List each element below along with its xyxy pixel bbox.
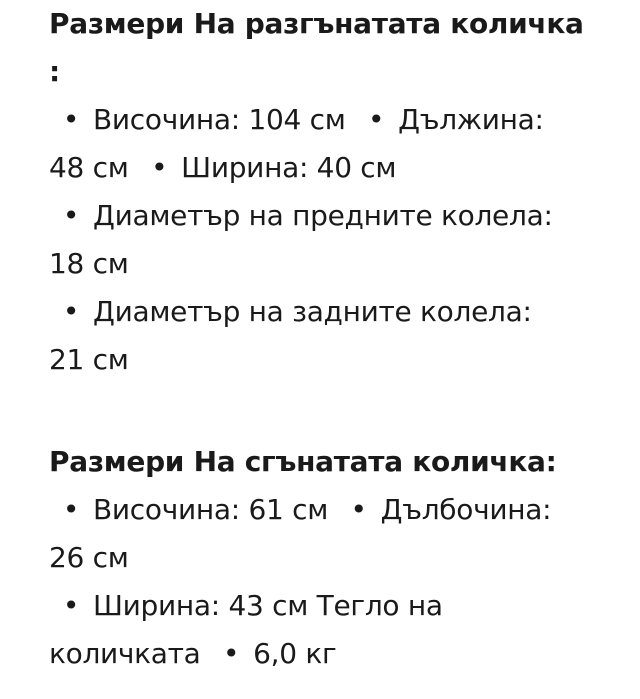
bullet: • (62, 295, 80, 328)
bullet: • (62, 589, 80, 622)
unfolded-line-4 (49, 242, 129, 286)
folded-depth-label: Дълбочина: (380, 493, 552, 526)
bullet: • (62, 103, 80, 136)
folded-weight-label: Тегло на (316, 589, 443, 622)
folded-line-1 (49, 488, 551, 532)
unfolded-height: Височина: 104 см (93, 103, 346, 136)
bullet: • (350, 493, 367, 526)
unfolded-rear-wheel-value: 21 см (49, 343, 129, 376)
bullet: • (62, 493, 80, 526)
folded-width: Ширина: 43 см (93, 589, 309, 622)
unfolded-line-1 (49, 98, 544, 142)
folded-depth-value: 26 см (49, 541, 129, 574)
unfolded-width: Ширина: 40 см (181, 151, 397, 184)
folded-heading: Размери На сгънатата количка: (49, 445, 557, 478)
folded-line-4 (49, 632, 336, 676)
folded-line-3 (49, 584, 443, 628)
folded-weight-label-cont: количката (49, 637, 201, 670)
unfolded-line-2 (49, 146, 396, 190)
unfolded-front-wheel-value: 18 см (49, 247, 129, 280)
bullet: • (223, 637, 240, 670)
unfolded-length-value: 48 см (49, 151, 129, 184)
folded-height: Височина: 61 см (93, 493, 329, 526)
unfolded-line-5 (49, 290, 532, 334)
unfolded-heading: Размери На разгънатата количка (49, 7, 584, 40)
unfolded-heading-colon: : (49, 55, 60, 88)
folded-line-2 (49, 536, 129, 580)
unfolded-front-wheel-label: Диаметър на предните колела: (93, 199, 553, 232)
bullet: • (368, 103, 385, 136)
bullet: • (151, 151, 168, 184)
unfolded-length-label: Дължина: (398, 103, 544, 136)
bullet: • (62, 199, 80, 232)
folded-weight-value: 6,0 кг (253, 637, 337, 670)
unfolded-line-6 (49, 338, 129, 382)
unfolded-line-3 (49, 194, 553, 238)
unfolded-rear-wheel-label: Диаметър на задните колела: (93, 295, 532, 328)
